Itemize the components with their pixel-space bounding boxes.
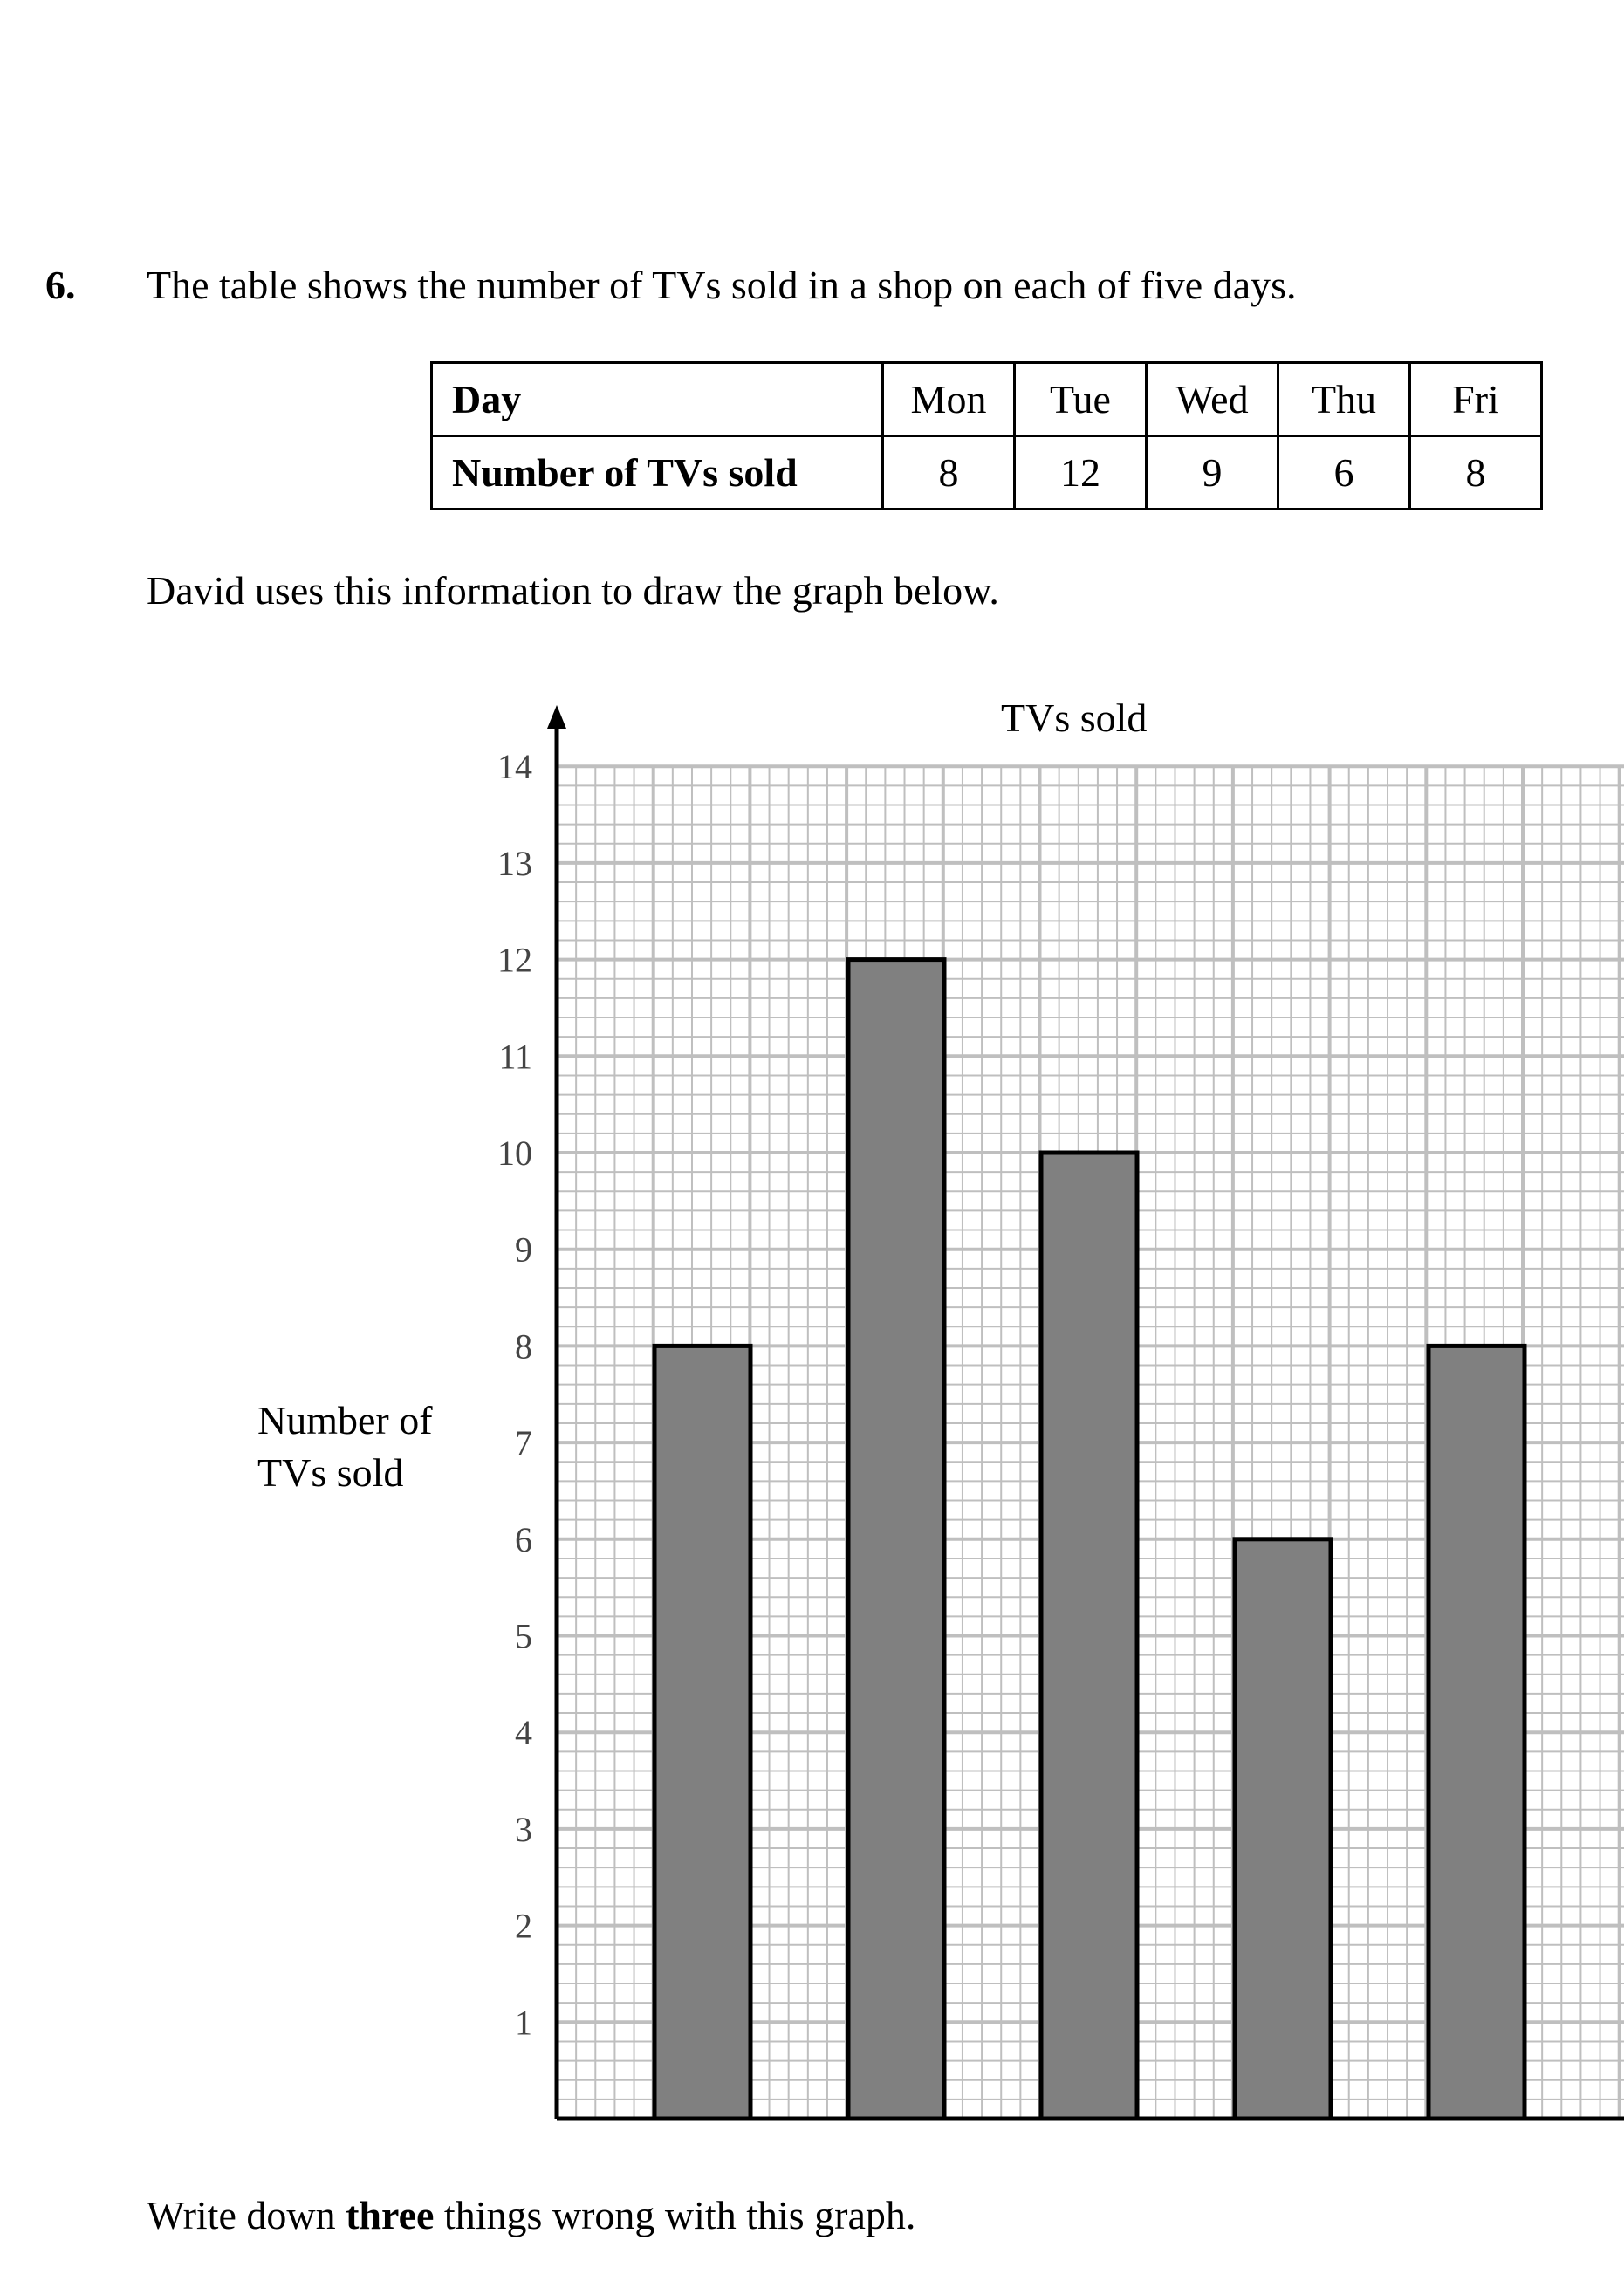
instruction-bold: three xyxy=(346,2193,435,2237)
table-value-tue: 12 xyxy=(1015,436,1147,510)
question-number: 6. xyxy=(45,263,76,307)
y-tick-label: 10 xyxy=(497,1134,532,1173)
y-tick-label: 3 xyxy=(515,1809,532,1849)
chart-title: TVs sold xyxy=(1001,695,1148,740)
bar-4 xyxy=(1235,1539,1331,2119)
y-tick-label: 14 xyxy=(497,747,532,787)
y-tick-label: 2 xyxy=(515,1906,532,1946)
y-tick-label: 8 xyxy=(515,1326,532,1367)
bar-5 xyxy=(1429,1346,1525,2119)
bar-3 xyxy=(1041,1153,1137,2119)
y-tick-label: 11 xyxy=(498,1037,532,1077)
table-day-mon: Mon xyxy=(883,363,1015,436)
y-tick-label: 5 xyxy=(515,1616,532,1656)
y-axis-label-line2: TVs sold xyxy=(257,1450,404,1495)
instruction-text xyxy=(147,2192,915,2238)
table-value-mon: 8 xyxy=(883,436,1015,510)
table-day-fri: Fri xyxy=(1410,363,1542,436)
table-value-fri: 8 xyxy=(1410,436,1542,510)
y-axis-arrow-icon xyxy=(547,705,566,729)
y-tick-label: 6 xyxy=(515,1519,532,1559)
instruction-post: things wrong with this graph. xyxy=(434,2193,916,2237)
y-axis-label-line1: Number of xyxy=(257,1398,433,1442)
table-day-thu: Thu xyxy=(1278,363,1410,436)
table-value-wed: 9 xyxy=(1147,436,1278,510)
y-tick-label: 4 xyxy=(515,1713,532,1753)
y-tick-label: 1 xyxy=(515,2003,532,2043)
y-tick-label: 13 xyxy=(497,843,532,883)
y-tick-label: 9 xyxy=(515,1230,532,1270)
table-day-tue: Tue xyxy=(1015,363,1147,436)
y-tick-label: 7 xyxy=(515,1423,532,1463)
table-value-thu: 6 xyxy=(1278,436,1410,510)
y-tick-label: 12 xyxy=(497,940,532,980)
table-row-label: Number of TVs sold xyxy=(432,436,883,510)
bar-2 xyxy=(848,960,944,2119)
bar-1 xyxy=(654,1346,750,2119)
instruction-pre: Write down xyxy=(147,2193,346,2237)
table-header-day: Day xyxy=(432,363,883,436)
question-text: The table shows the number of TVs sold in a shop on each of five days. xyxy=(147,263,1297,307)
table-day-wed: Wed xyxy=(1147,363,1278,436)
intro-text: David uses this information to draw the graph below. xyxy=(147,568,999,613)
